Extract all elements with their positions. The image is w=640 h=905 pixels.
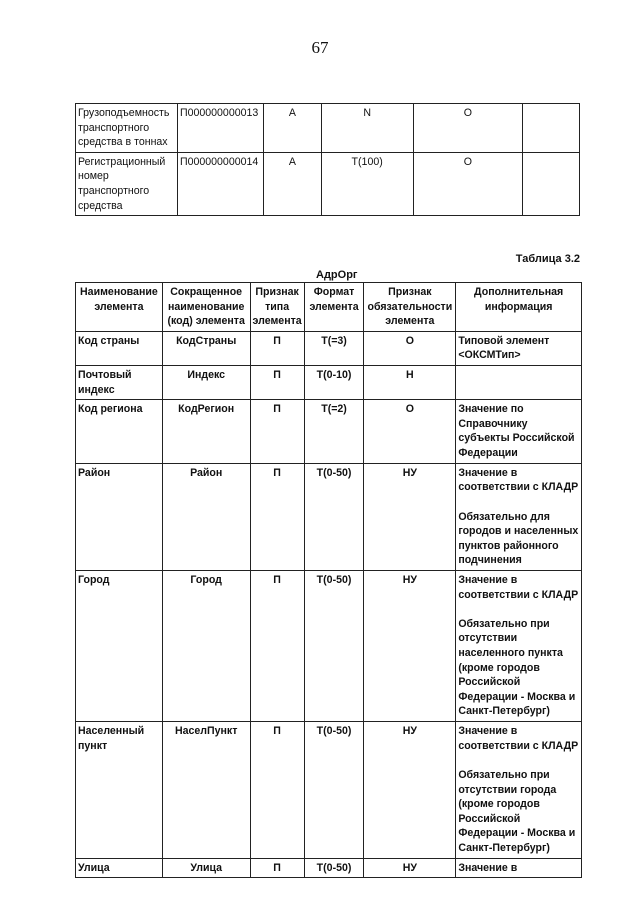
element-name: Населенный пункт — [76, 722, 163, 858]
element-code: Район — [162, 463, 250, 570]
element-type: П — [250, 858, 304, 878]
element-format: T(0-10) — [304, 366, 364, 400]
element-type: А — [263, 104, 321, 153]
element-type: П — [250, 722, 304, 858]
element-required: О — [364, 400, 456, 463]
element-code: КодРегион — [162, 400, 250, 463]
header-element-format: Формат элемента — [304, 283, 364, 332]
table-row — [76, 463, 582, 570]
header-element-code: Сокращенное наименование (код) элемента — [162, 283, 250, 332]
element-name: Код региона — [76, 400, 163, 463]
element-format: T(=2) — [304, 400, 364, 463]
vehicle-elements-table — [75, 103, 580, 216]
element-name: Грузоподъемность транспортного средства в тоннах — [76, 104, 178, 153]
element-format: T(0-50) — [304, 722, 364, 858]
element-format: T(100) — [321, 152, 413, 215]
element-info: Значение в соответствии с КЛАДР Обязательно при отсутствии города (кроме городов Российской Федерации - Москва и Санкт-Петербург) — [456, 722, 582, 858]
element-format: N — [321, 104, 413, 153]
element-type: П — [250, 570, 304, 721]
element-format: T(0-50) — [304, 463, 364, 570]
element-name: Почтовый индекс — [76, 366, 163, 400]
element-info: Значение в соответствии с КЛАДР Обязательно при отсутствии населенного пункта (кроме городов Российской Федерации - Москва и Санкт-Петербург) — [456, 570, 582, 721]
element-info: Значение в — [456, 858, 582, 878]
element-code: Город — [162, 570, 250, 721]
table-row — [76, 858, 582, 878]
element-code: П000000000014 — [177, 152, 263, 215]
element-name: Город — [76, 570, 163, 721]
header-additional-info: Дополнительная информация — [456, 283, 582, 332]
table-row — [76, 331, 582, 365]
element-info — [523, 152, 580, 215]
element-code: КодСтраны — [162, 331, 250, 365]
element-format: T(0-50) — [304, 570, 364, 721]
element-type: П — [250, 463, 304, 570]
element-required: О — [364, 331, 456, 365]
element-name: Регистрационный номер транспортного средства — [76, 152, 178, 215]
element-info: Значение по Справочнику субъекты Российской Федерации — [456, 400, 582, 463]
table-row — [76, 722, 582, 858]
element-required: НУ — [364, 722, 456, 858]
element-type: П — [250, 366, 304, 400]
table-row — [76, 104, 580, 153]
table-row — [76, 152, 580, 215]
element-info: Типовой элемент <ОКСМТип> — [456, 331, 582, 365]
page-number: 67 — [311, 38, 329, 57]
element-required: О — [413, 104, 523, 153]
header-element-required: Признак обязательности элемента — [364, 283, 456, 332]
element-code: П000000000013 — [177, 104, 263, 153]
element-info — [523, 104, 580, 153]
element-type: А — [263, 152, 321, 215]
element-code: Индекс — [162, 366, 250, 400]
element-format: T(=3) — [304, 331, 364, 365]
table-header-row — [76, 283, 582, 332]
header-element-name: Наименование элемента — [76, 283, 163, 332]
element-type: П — [250, 331, 304, 365]
table-row — [76, 366, 582, 400]
header-element-type: Признак типа элемента — [250, 283, 304, 332]
table-caption: Таблица 3.2 — [515, 253, 580, 265]
element-name: Район — [76, 463, 163, 570]
address-elements-table — [75, 282, 582, 878]
table-row — [76, 570, 582, 721]
element-code: НаселПункт — [162, 722, 250, 858]
element-type: П — [250, 400, 304, 463]
table-name: АдрОрг — [316, 269, 358, 281]
element-name: Код страны — [76, 331, 163, 365]
element-required: О — [413, 152, 523, 215]
element-required: НУ — [364, 570, 456, 721]
element-required: НУ — [364, 858, 456, 878]
element-required: Н — [364, 366, 456, 400]
element-info: Значение в соответствии с КЛАДР Обязательно для городов и населенных пунктов районного подчинения — [456, 463, 582, 570]
element-name: Улица — [76, 858, 163, 878]
element-required: НУ — [364, 463, 456, 570]
table-row — [76, 400, 582, 463]
element-info — [456, 366, 582, 400]
element-code: Улица — [162, 858, 250, 878]
element-format: T(0-50) — [304, 858, 364, 878]
